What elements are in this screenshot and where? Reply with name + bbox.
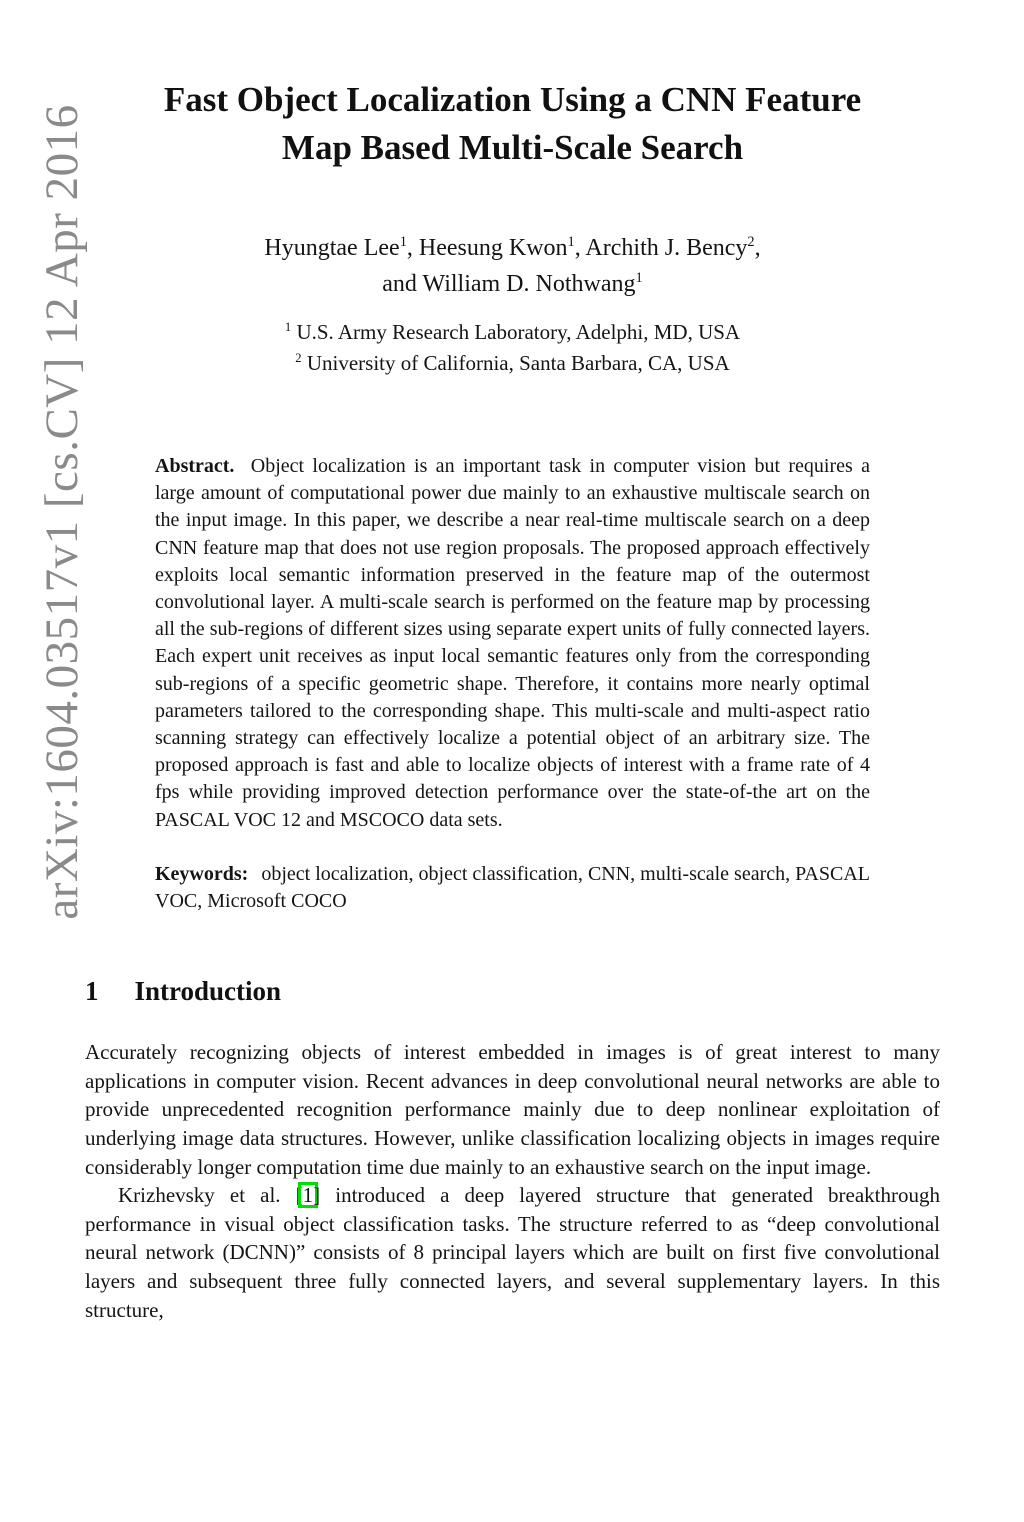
affiliation-line: $^1$ U.S. Army Research Laboratory, Adelphi, MD, USA [284,320,741,344]
section-number: 1 [85,976,99,1007]
affiliation-lines [85,317,940,379]
section-heading-introduction [85,976,940,1007]
author-line: and William D. Nothwang$^1$ [382,270,643,297]
intro-paragraph-2-before: Krizhevsky et al. [118,1183,296,1208]
paper-content [85,0,940,1324]
paper-title-line2: Map Based Multi-Scale Search [281,128,744,167]
abstract-text: Object localization is an important task in computer vision but requires a large amount of computational power due mainly to an exhaustive multiscale search on the input image. In this paper, we describe a near real-time multiscale search on a deep CNN feature map that does not use region proposals. The proposed approach effectively exploits local semantic information preserved in the feature map of the outermost convolutional layer. A multi-scale search is performed on the feature map by processing all the sub-regions of different sizes using separate expert units of fully connected layers. Each expert unit receives as input local semantic features only from the corresponding sub-regions of a specific geometric shape. Therefore, it contains more nearly optimal parameters tailored to the corresponding shape. This multi-scale and multi-aspect ratio scanning strategy can effectively localize a potential object of an arbitrary size. The proposed approach is fast and able to localize objects of interest with a frame rate of 4 fps while providing improved detection performance over the state-of-the art on the PASCAL VOC 12 and MSCOCO data sets. [155,455,870,831]
affiliation-marker: 1 [284,320,292,334]
author-line: Hyungtae Lee$^1$, Heesung Kwon$^1$, Archith J. Bency$^2$, [264,234,761,261]
author-affiliation-marker: 1 [567,234,575,250]
paper-title [85,76,940,172]
keywords-text: object localization, object classification, CNN, multi-scale search, PASCAL VOC, Microsoft COCO [155,862,870,913]
intro-paragraph-2-after: introduced a deep layered structure that generated breakthrough performance in visual object classification tasks. The structure referred to as “deep convolutional neural network (DCNN)” consists of 8 principal layers which are built on first five convolutional layers and subsequent three fully connected layers, and several supplementary layers. In this structure, [85,1183,940,1322]
paper-title-line1: Fast Object Localization Using a CNN Feature [163,80,862,119]
citation-number[interactable]: 1 [298,1182,319,1208]
abstract-label: Abstract. [155,455,235,477]
author-affiliation-marker: 1 [635,270,643,286]
keywords-label: Keywords: [155,862,249,885]
keywords-section [155,861,870,915]
citation-1[interactable] [296,1183,321,1207]
citation-close-bracket: ] [313,1183,321,1208]
section-title: Introduction [134,976,282,1007]
intro-paragraph-1: Accurately recognizing objects of interest embedded in images is of great interest to many applications in computer vision. Recent advances in deep convolutional neural networks are able to provide unprecedented recognition performance mainly due to deep nonlinear exploitation of underlying image data structures. However, unlike classification localizing objects in images require considerably longer computation time due mainly to an exhaustive search on the input image. [85,1040,940,1179]
author-affiliation-marker: 1 [399,234,407,250]
arxiv-watermark: arXiv:1604.03517v1 [cs.CV] 12 Apr 2016 [36,104,88,920]
abstract-section [155,453,870,834]
author-affiliation-marker: 2 [747,234,755,250]
citation-open-bracket: [ [295,1183,303,1208]
intro-paragraph-2 [85,1181,940,1324]
affiliation-marker: 2 [295,351,302,365]
author-lines [85,230,940,302]
affiliation-line: $^2$ University of California, Santa Barbara, CA, USA [295,351,730,375]
